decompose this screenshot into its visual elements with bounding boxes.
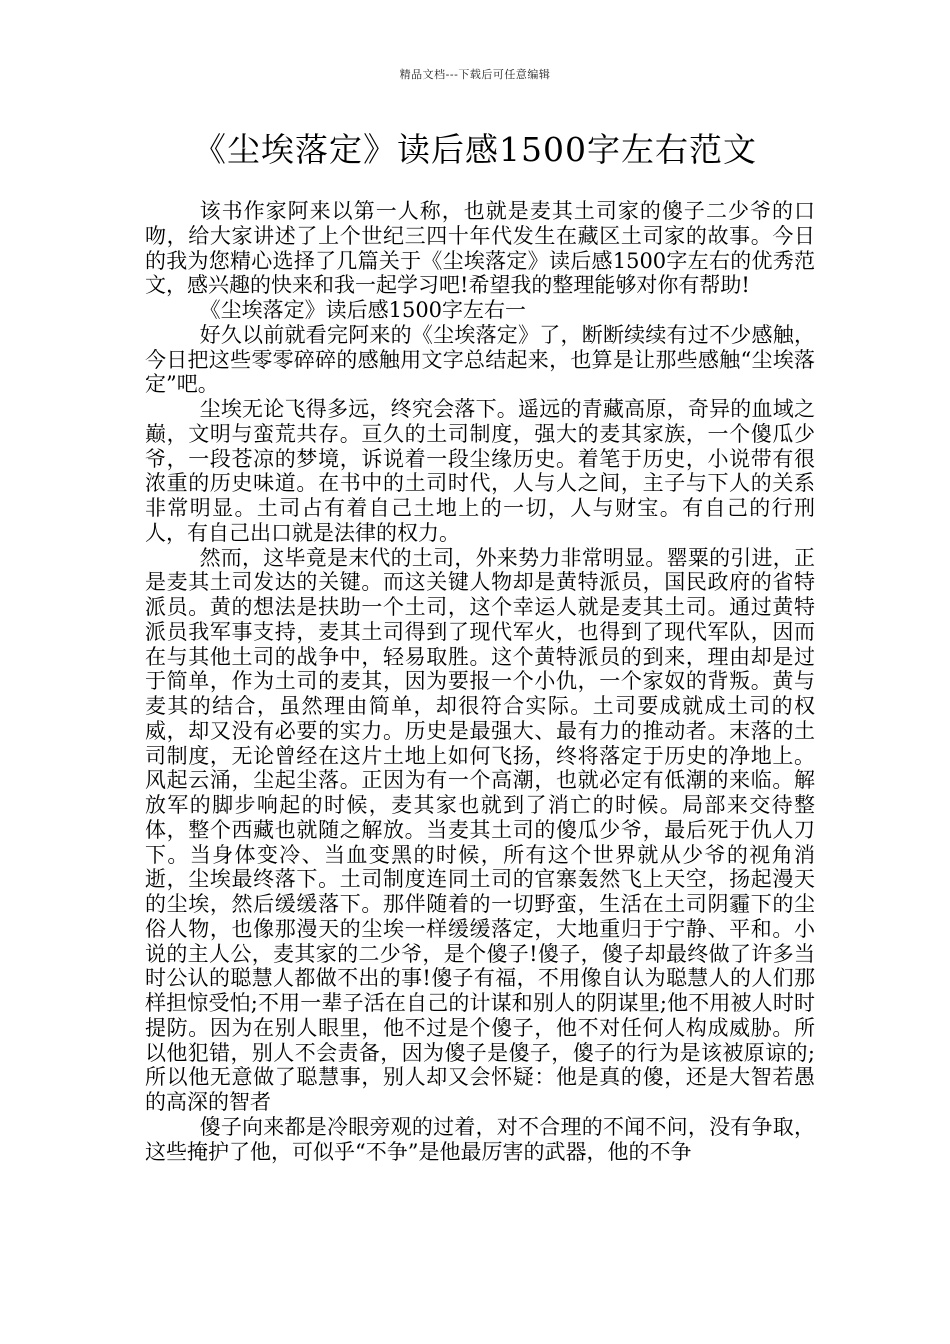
page-header: 精品文档---下载后可任意编辑 (399, 68, 551, 81)
paragraph: 好久以前就看完阿来的《尘埃落定》了，断断续续有过不少感触，今日把这些零零碎碎的感触用文字总结起来，也算是让那些感触“尘埃落定”吧。 (145, 322, 815, 397)
page-title: 《尘埃落定》读后感1500字左右范文 (193, 130, 757, 169)
paragraph-intro: 该书作家阿来以第一人称，也就是麦其土司家的傻子二少爷的口吻，给大家讲述了上个世纪三四十年代发生在藏区土司家的故事。今日的我为您精心选择了几篇关于《尘埃落定》读后感1500字左右的优秀范文，感兴趣的快来和我一起学习吧!希望我的整理能够对你有帮助! (145, 199, 815, 298)
document-body (145, 199, 815, 1164)
paragraph: 尘埃无论飞得多远，终究会落下。遥远的青藏高原，奇异的血域之巅，文明与蛮荒共存。亘久的土司制度，强大的麦其家族，一个傻瓜少爷，一段苍凉的梦境，诉说着一段尘缘历史。着笔于历史，小说带有很浓重的历史味道。在书中的土司时代，人与人之间，主子与下人的关系非常明显。土司占有着自己土地上的一切，人与财宝。有自己的行刑人，有自己出口就是法律的权力。 (145, 397, 815, 545)
section-heading: 《尘埃落定》读后感1500字左右一 (199, 298, 527, 322)
paragraph: 傻子向来都是冷眼旁观的过着，对不合理的不闻不问，没有争取，这些掩护了他，可似乎“不争”是他最厉害的武器，他的不争 (145, 1114, 815, 1164)
paragraph: 然而，这毕竟是末代的土司，外来势力非常明显。罂粟的引进，正是麦其土司发达的关键。而这关键人物却是黄特派员，国民政府的省特派员。黄的想法是扶助一个土司，这个幸运人就是麦其土司。通过黄特派员我军事支持，麦其土司得到了现代军火，也得到了现代军队，因而在与其他土司的战争中，轻易取胜。这个黄特派员的到来，理由却是过于简单，作为土司的麦其，因为要报一个小仇，一个家奴的背叛。黄与麦其的结合，虽然理由简单，却很符合实际。土司要成就成土司的权威，却又没有必要的实力。历史是最强大、最有力的推动者。末落的土司制度，无论曾经在这片土地上如何飞扬，终将落定于历史的净地上。风起云涌，尘起尘落。正因为有一个高潮，也就必定有低潮的来临。解放军的脚步响起的时候，麦其家也就到了消亡的时候。局部来交待整体，整个西藏也就随之解放。当麦其土司的傻瓜少爷，最后死于仇人刀下。当身体变冷、当血变黑的时候，所有这个世界就从少爷的视角消逝，尘埃最终落下。土司制度连同土司的官寨轰然飞上天空，扬起漫天的尘埃，然后缓缓落下。那伴随着的一切野蛮，生活在土司阴霾下的尘俗人物，也像那漫天的尘埃一样缓缓落定，大地重归于宁静、平和。小说的主人公，麦其家的二少爷，是个傻子!傻子，傻子却最终做了许多当时公认的聪慧人都做不出的事!傻子有福，不用像自认为聪慧人的人们那样担惊受怕;不用一辈子活在自己的计谋和别人的阴谋里;他不用被人时时提防。因为在别人眼里，他不过是个傻子，他不对任何人构成威胁。所以他犯错，别人不会责备，因为傻子是傻子，傻子的行为是该被原谅的;所以他无意做了聪慧事，别人却又会怀疑：他是真的傻，还是大智若愚的高深的智者 (145, 545, 815, 1114)
